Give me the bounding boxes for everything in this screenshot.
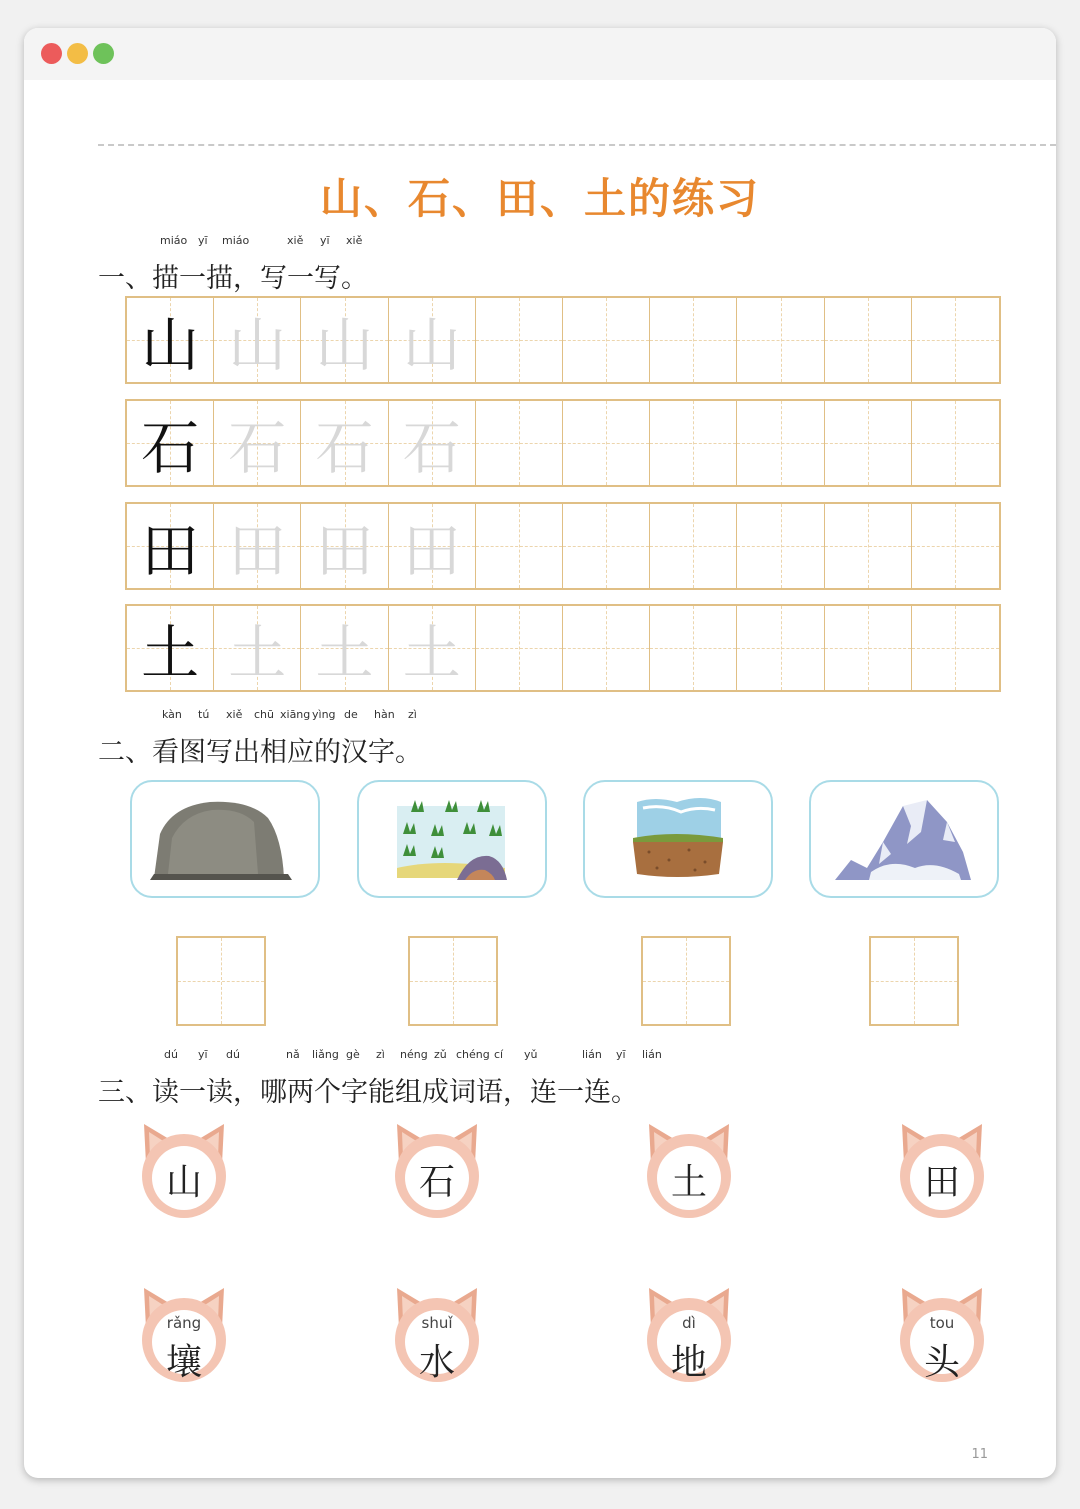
trace-cell[interactable]: 石 <box>301 401 388 485</box>
pinyin-du: dú <box>164 1048 178 1061</box>
top-char: 土 <box>670 1162 707 1203</box>
tracing-row <box>125 604 1001 692</box>
pinyin-miao: miáo <box>222 234 250 247</box>
pinyin-yi: yī <box>320 234 330 247</box>
close-window-button[interactable] <box>41 43 62 64</box>
page-number: 11 <box>971 1447 988 1462</box>
pinyin-miao: miáo <box>160 234 188 247</box>
writing-cell[interactable] <box>912 298 999 382</box>
pinyin-ge: gè <box>346 1048 360 1061</box>
writing-cell[interactable] <box>563 401 650 485</box>
section-1-heading <box>98 234 368 295</box>
pinyin-lian: lián <box>582 1048 602 1061</box>
pinyin-de: de <box>344 708 358 721</box>
section-3-heading <box>98 1048 662 1109</box>
tracing-row <box>125 399 1001 487</box>
answer-box-mountain[interactable] <box>869 936 959 1026</box>
writing-cell[interactable] <box>912 606 999 690</box>
model-cell: 田 <box>127 504 214 588</box>
pinyin-xie: xiě <box>287 234 304 247</box>
pinyin-ying: yìng <box>312 708 336 721</box>
trace-cell[interactable]: 田 <box>389 504 476 588</box>
bottom-pinyin: shuǐ <box>421 1314 453 1332</box>
pinyin-du: dú <box>226 1048 240 1061</box>
trace-cell[interactable]: 田 <box>301 504 388 588</box>
model-cell: 石 <box>127 401 214 485</box>
rock-picture <box>130 780 320 898</box>
writing-cell[interactable] <box>650 298 737 382</box>
match-card-bottom[interactable] <box>892 1284 992 1384</box>
pinyin-xiang: xiāng <box>280 708 311 721</box>
writing-cell[interactable] <box>737 298 824 382</box>
writing-cell[interactable] <box>476 606 563 690</box>
bottom-pinyin: dì <box>682 1314 696 1332</box>
writing-cell[interactable] <box>650 401 737 485</box>
pinyin-yi: yī <box>198 234 208 247</box>
match-card-bottom[interactable] <box>639 1284 739 1384</box>
bottom-char: 壤 <box>165 1342 202 1383</box>
writing-cell[interactable] <box>825 606 912 690</box>
pinyin-yi: yī <box>616 1048 626 1061</box>
writing-cell[interactable] <box>650 504 737 588</box>
writing-cell[interactable] <box>563 298 650 382</box>
pinyin-xie: xiě <box>346 234 363 247</box>
writing-cell[interactable] <box>737 504 824 588</box>
trace-cell[interactable]: 山 <box>214 298 301 382</box>
bottom-pinyin: tou <box>929 1314 955 1332</box>
answer-box-rock[interactable] <box>176 936 266 1026</box>
trace-cell[interactable]: 田 <box>214 504 301 588</box>
pinyin-yu: yǔ <box>524 1048 538 1061</box>
bottom-char: 水 <box>418 1342 455 1383</box>
field-picture <box>357 780 547 898</box>
pinyin-zu: zǔ <box>434 1048 447 1061</box>
match-card-bottom[interactable] <box>387 1284 487 1384</box>
match-card-top[interactable] <box>134 1120 234 1220</box>
pinyin-cheng: chéng <box>456 1048 490 1061</box>
writing-cell[interactable] <box>737 401 824 485</box>
pinyin-zi: zì <box>376 1048 385 1061</box>
pinyin-kan: kàn <box>162 708 182 721</box>
trace-cell[interactable]: 土 <box>301 606 388 690</box>
tracing-row <box>125 296 1001 384</box>
trace-cell[interactable]: 土 <box>214 606 301 690</box>
soil-image <box>585 782 771 896</box>
writing-cell[interactable] <box>825 298 912 382</box>
writing-cell[interactable] <box>825 504 912 588</box>
maximize-window-button[interactable] <box>93 43 114 64</box>
answer-box-soil[interactable] <box>641 936 731 1026</box>
mountain-image <box>811 782 997 896</box>
pinyin-ci: cí <box>494 1048 504 1061</box>
writing-cell[interactable] <box>563 504 650 588</box>
bottom-char: 头 <box>923 1342 960 1383</box>
pinyin-chu: chū <box>254 708 274 721</box>
section-2-heading <box>98 708 422 769</box>
section-1-label: 一、描一描，写一写。 <box>98 263 368 294</box>
writing-cell[interactable] <box>476 298 563 382</box>
match-card-bottom[interactable] <box>134 1284 234 1384</box>
trace-cell[interactable]: 山 <box>301 298 388 382</box>
pinyin-zi: zì <box>408 708 417 721</box>
match-card-top[interactable] <box>387 1120 487 1220</box>
pinyin-neng: néng <box>400 1048 428 1061</box>
section-2-label: 二、看图写出相应的汉字。 <box>98 737 422 768</box>
top-char: 田 <box>923 1162 960 1203</box>
pinyin-tu: tú <box>198 708 210 721</box>
bottom-char: 地 <box>670 1342 707 1383</box>
tracing-row <box>125 502 1001 590</box>
pinyin-liang: liǎng <box>312 1048 339 1061</box>
mountain-picture <box>809 780 999 898</box>
page-title: 山、石、田、土的练习 <box>319 174 760 223</box>
field-image <box>359 782 545 896</box>
rock-image <box>132 782 318 896</box>
worksheet-window <box>24 28 1056 1478</box>
writing-cell[interactable] <box>650 606 737 690</box>
writing-cell[interactable] <box>825 401 912 485</box>
trace-cell[interactable]: 石 <box>214 401 301 485</box>
pinyin-yi: yī <box>198 1048 208 1061</box>
answer-box-field[interactable] <box>408 936 498 1026</box>
top-char: 山 <box>165 1162 202 1203</box>
soil-picture <box>583 780 773 898</box>
pinyin-lian: lián <box>642 1048 662 1061</box>
bottom-pinyin: rǎng <box>166 1314 202 1332</box>
window-titlebar <box>24 28 1056 80</box>
trace-cell[interactable]: 石 <box>389 401 476 485</box>
writing-cell[interactable] <box>476 401 563 485</box>
pinyin-han: hàn <box>374 708 395 721</box>
minimize-window-button[interactable] <box>67 43 88 64</box>
writing-cell[interactable] <box>912 504 999 588</box>
pinyin-na: nǎ <box>286 1048 300 1061</box>
trace-cell[interactable]: 山 <box>389 298 476 382</box>
top-char: 石 <box>418 1162 455 1203</box>
match-card-top[interactable] <box>892 1120 992 1220</box>
trace-cell[interactable]: 土 <box>389 606 476 690</box>
match-card-top[interactable] <box>639 1120 739 1220</box>
writing-cell[interactable] <box>737 606 824 690</box>
section-3-label: 三、读一读，哪两个字能组成词语，连一连。 <box>98 1077 638 1108</box>
pinyin-xie: xiě <box>226 708 243 721</box>
writing-cell[interactable] <box>476 504 563 588</box>
top-divider <box>98 144 1056 146</box>
model-cell: 山 <box>127 298 214 382</box>
model-cell: 土 <box>127 606 214 690</box>
writing-cell[interactable] <box>912 401 999 485</box>
writing-cell[interactable] <box>563 606 650 690</box>
